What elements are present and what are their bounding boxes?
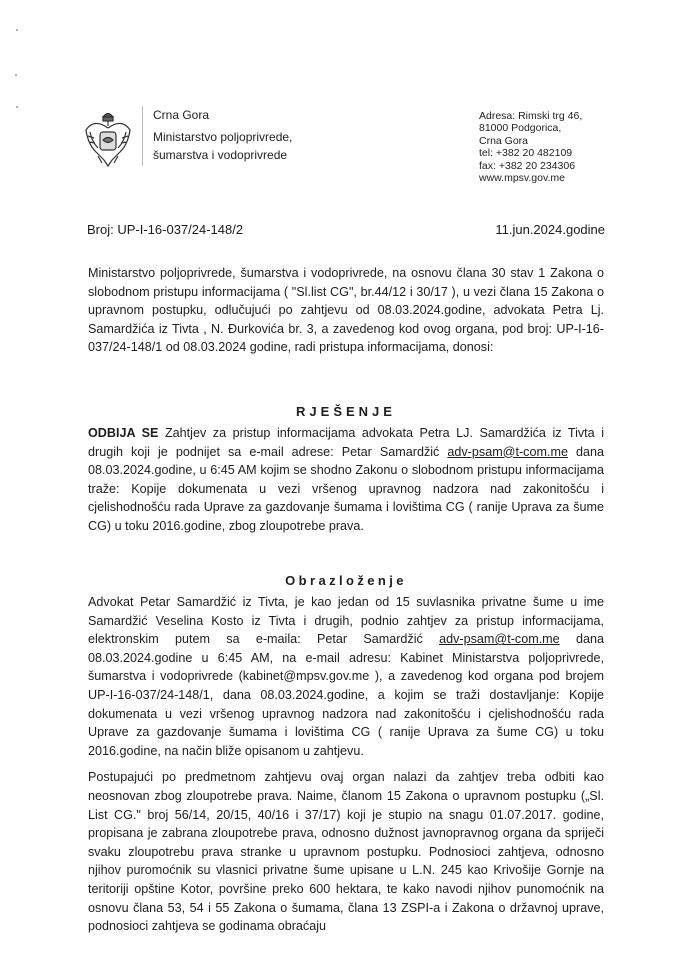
reasoning-heading: Obrazloženje: [285, 573, 407, 588]
document-date: 11.jun.2024.godine: [495, 222, 605, 237]
requester-email-link[interactable]: adv-psam@t-com.me: [447, 444, 568, 459]
scan-speck: [16, 106, 18, 108]
ministry-line-1: Ministarstvo poljoprivrede,: [153, 130, 293, 144]
decision-text-1: Zahtjev za pristup informacijama advokata Petra LJ. Samardžića iz Tivta i drugih koji je podnijet sa e-mail adrese: Petar Samardžić: [88, 426, 604, 459]
decision-lead: ODBIJA SE: [88, 426, 159, 440]
intro-paragraph: [88, 264, 604, 357]
address-country: Crna Gora: [479, 134, 529, 147]
coat-of-arms-icon: [82, 108, 134, 168]
address-website: www.mpsv.gov.me: [479, 172, 565, 185]
reasoning-paragraph-2: Postupajući po predmetnom zahtjevu ovaj organ nalazi da zahtjev treba odbiti kao neosnovan zbog zloupotrebe prava. Naime, članom 15 Zakona o upravnom postupku („Sl. List CG." broj 56/14, 20/15, 40/16 i 37/17) koji je stupio na snagu 01.07.2017. godine, propisana je zabrana zloupotrebe prava, odnosno dužnost javnopravnog organa da spriječi svaku zloupotrebu prava stranke u upravnom postupku. Podnosioci zahtjeva, odnosno njihov puromoćnik su vlasnici privatne šume upisane u L.N. 245 kao Krivošije Gornje na teritoriji opštine Kotor, površine preko 600 hektara, te kako navodi njihov punomoćnik na osnovu člana 53, 54 i 55 Zakona o šumama, člana 13 ZSPI-a i Zakona o državnoj uprave, podnosioci zahtjeva se godinama obraćaju: [88, 770, 604, 934]
address-tel: tel: +382 20 482109: [479, 147, 573, 160]
country-name: Crna Gora: [153, 108, 210, 122]
letterhead-divider: [142, 106, 143, 166]
ministry-line-2: šumarstva i vodoprivrede: [153, 148, 288, 162]
address-street: Adresa: Rimski trg 46,: [479, 110, 583, 122]
address-city: 81000 Podgorica,: [479, 122, 562, 135]
address-fax: fax: +382 20 234306: [479, 159, 576, 172]
document-meta: [87, 222, 605, 237]
intro-text: Ministarstvo poljoprivrede, šumarstva i vodoprivrede, na osnovu člana 30 stav 1 Zakona o slobodnom pristupu informacijama ( "Sl.list CG", br.44/12 i 30/17 ), u vezi člana 15 Zakona o upravnom postupku, odlučujući po zahtjevu od 08.03.2024.godine, advokata Petra Lj. Samardžića iz Tivta , N. Đurkovića br. 3, a zavedenog kod ovog organa, pod broj: UP-I-16-037/24-148/1 od 08.03.2024 godine, radi pristupa informacijama, donosi:: [88, 266, 604, 355]
scan-speck: [15, 74, 17, 76]
decision-heading: RJEŠENJE: [296, 404, 396, 419]
reasoning-text-1: Advokat Petar Samardžić iz Tivta, je kao jedan od 15 suvlasnika privatne šume u ime Samardžić Veselina Kosto iz Tivta i drugih, podnio zahtjev za pristup informacijama, elektronskim putem sa e-maila: Petar Samardžić: [88, 595, 604, 647]
reasoning-email-link[interactable]: adv-psam@t-com.me: [439, 632, 560, 647]
ministry-name: [153, 106, 292, 164]
reasoning-section: [88, 593, 604, 936]
reasoning-paragraph-1: [88, 593, 604, 760]
decision-paragraph: [88, 424, 604, 536]
scan-speck: [16, 29, 18, 31]
ministry-address: [479, 110, 582, 184]
decision-text-2: dana 08.03.2024.godine, u 6:45 AM kojim se shodno Zakonu o slobodnom pristupu informacijama traže: Kopije dokumenata u vezi vršenog upravnog nadzora nad zakonitošću i cjelishodnošću rada Uprave za gazdovanje šumama i lovištima CG ( ranije Uprava za šume CG) u toku 2016.godine, zbog zloupotrebe prava.: [88, 444, 605, 533]
document-number: Broj: UP-I-16-037/24-148/2: [87, 222, 244, 237]
reasoning-text-2: dana 08.03.2024.godine u 6:45 AM, na e-mail adresu: Kabinet Ministarstva poljoprivrede, šumarstva i vodoprivrede (kabinet@mpsv.gov.me ), a zavedenog kod organa pod brojem UP-I-16-037/24-148/1, dana 08.03.2024.godine, a kojim se traži dostavljanje: Kopije dokumenata u vezi vršenog upravnog nadzora nad zakonitošću i cjelishodnošću rada Uprave za gazdovanje šumama i lovištima CG ( ranije Uprava za šume CG) u toku 2016.godine, na način bliže opisanom u zahtjevu.: [88, 632, 604, 758]
letterhead: [82, 106, 292, 168]
